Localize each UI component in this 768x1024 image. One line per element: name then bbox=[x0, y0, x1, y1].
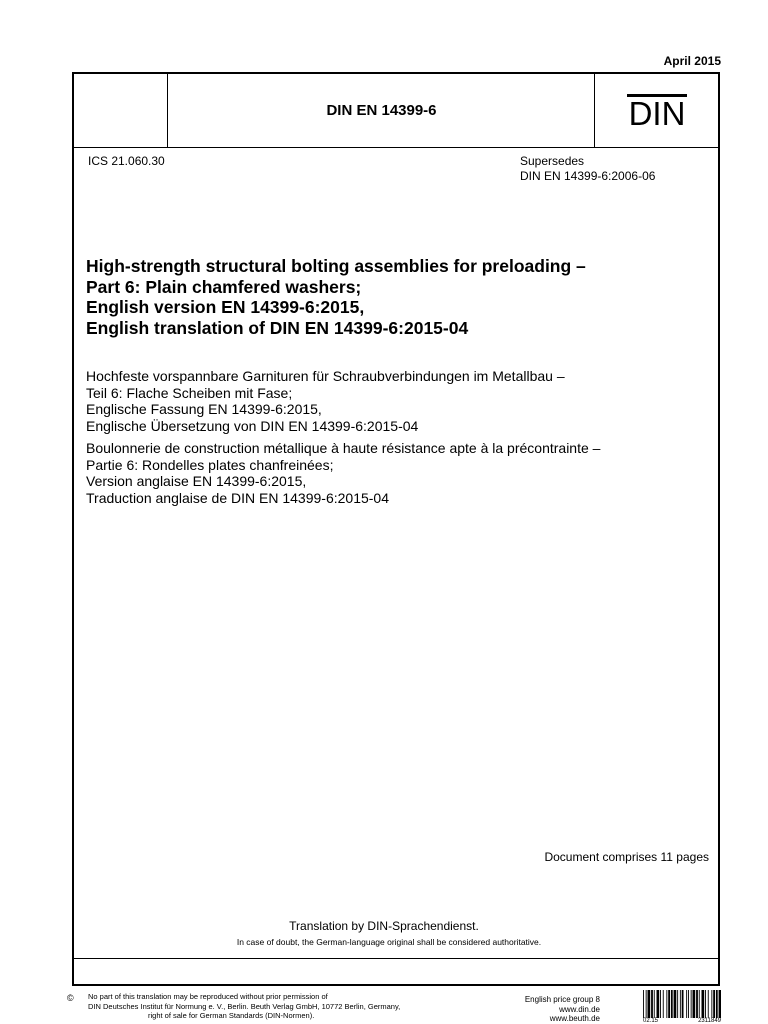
din-logo-mark bbox=[625, 92, 689, 128]
header-divider-right bbox=[594, 72, 595, 148]
document-number: DIN EN 14399-6 bbox=[326, 101, 437, 119]
barcode-bar bbox=[686, 990, 687, 1018]
barcode-bar bbox=[666, 990, 667, 1018]
legal-notice bbox=[88, 992, 400, 1021]
din-logo bbox=[596, 72, 718, 148]
barcode-id: 2311849 bbox=[698, 1018, 721, 1024]
title-french bbox=[86, 440, 600, 506]
title-en-line: High-strength structural bolting assemblies for preloading – bbox=[86, 256, 586, 276]
translation-note: Translation by DIN-Sprachendienst. bbox=[289, 919, 479, 933]
cover-frame bbox=[72, 72, 720, 986]
barcode-bar bbox=[671, 990, 673, 1018]
barcode-date: 02.15 bbox=[643, 1018, 659, 1024]
price-info bbox=[490, 995, 600, 1024]
legal-line: right of sale for German Standards (DIN-Normen). bbox=[148, 1011, 315, 1020]
barcode bbox=[643, 990, 721, 1018]
barcode-bar bbox=[696, 990, 698, 1018]
title-fr-line: Boulonnerie de construction métallique à haute résistance apte à la précontrainte – bbox=[86, 440, 601, 456]
title-de-line: Hochfeste vorspannbare Garnituren für Schraubverbindungen im Metallbau – bbox=[86, 368, 565, 384]
page-count: Document comprises 11 pages bbox=[544, 850, 709, 864]
beuth-website: www.beuth.de bbox=[549, 1014, 600, 1023]
supersedes-label: Supersedes bbox=[520, 154, 585, 168]
title-english bbox=[86, 256, 586, 338]
title-en-line: English version EN 14399-6:2015, bbox=[86, 297, 365, 317]
barcode-bar bbox=[651, 990, 653, 1018]
barcode-bar bbox=[654, 990, 655, 1018]
barcode-bar bbox=[648, 990, 651, 1018]
ics-code: ICS 21.060.30 bbox=[88, 154, 165, 168]
title-de-line: Englische Fassung EN 14399-6:2015, bbox=[86, 401, 322, 417]
barcode-bar bbox=[657, 990, 660, 1018]
din-logo-text: DIN bbox=[628, 95, 686, 128]
legal-line: DIN Deutsches Institut für Normung e. V., Berlin. Beuth Verlag GmbH, 10772 Berlin, Germany, bbox=[88, 1001, 401, 1011]
copyright-symbol: © bbox=[67, 993, 74, 1003]
barcode-bar bbox=[646, 990, 647, 1018]
barcode-bar bbox=[668, 990, 670, 1018]
barcode-bar bbox=[711, 990, 712, 1018]
title-german bbox=[86, 368, 565, 434]
legal-line: No part of this translation may be reproduced without prior permission of bbox=[88, 992, 328, 1001]
barcode-bar bbox=[693, 990, 696, 1018]
header-divider-left bbox=[167, 72, 168, 148]
barcode-bar bbox=[708, 990, 709, 1018]
supersedes-value: DIN EN 14399-6:2006-06 bbox=[520, 169, 656, 183]
title-en-line: English translation of DIN EN 14399-6:2015-04 bbox=[86, 317, 469, 338]
title-fr-line: Traduction anglaise de DIN EN 14399-6:2015-04 bbox=[86, 489, 390, 506]
publication-date: April 2015 bbox=[663, 54, 721, 68]
barcode-bar bbox=[691, 990, 692, 1018]
barcode-bar bbox=[682, 990, 684, 1018]
supersedes-block bbox=[520, 154, 655, 184]
barcode-numbers bbox=[643, 1018, 721, 1024]
footer-divider bbox=[72, 958, 720, 959]
barcode-bar bbox=[677, 990, 678, 1018]
barcode-bar bbox=[705, 990, 706, 1018]
barcode-bar bbox=[716, 990, 718, 1018]
barcode-bar bbox=[663, 990, 664, 1018]
barcode-bar bbox=[702, 990, 705, 1018]
barcode-bar bbox=[699, 990, 700, 1018]
title-de-line: Englische Übersetzung von DIN EN 14399-6:2015-04 bbox=[86, 417, 419, 434]
barcode-bar bbox=[643, 990, 644, 1018]
title-fr-line: Partie 6: Rondelles plates chanfreinées; bbox=[86, 456, 334, 473]
authority-note: In case of doubt, the German-language original shall be considered authoritative. bbox=[236, 937, 542, 947]
price-group: English price group 8 bbox=[524, 995, 600, 1004]
barcode-bar bbox=[674, 990, 677, 1018]
title-fr-line: Version anglaise EN 14399-6:2015, bbox=[86, 473, 307, 489]
barcode-bar bbox=[660, 990, 661, 1018]
barcode-bar bbox=[713, 990, 715, 1018]
barcode-bar bbox=[688, 990, 689, 1018]
barcode-bar bbox=[719, 990, 721, 1018]
title-en-line: Part 6: Plain chamfered washers; bbox=[86, 276, 362, 297]
barcode-bar bbox=[680, 990, 681, 1018]
title-de-line: Teil 6: Flache Scheiben mit Fase; bbox=[86, 384, 293, 401]
din-website: www.din.de bbox=[559, 1004, 600, 1014]
